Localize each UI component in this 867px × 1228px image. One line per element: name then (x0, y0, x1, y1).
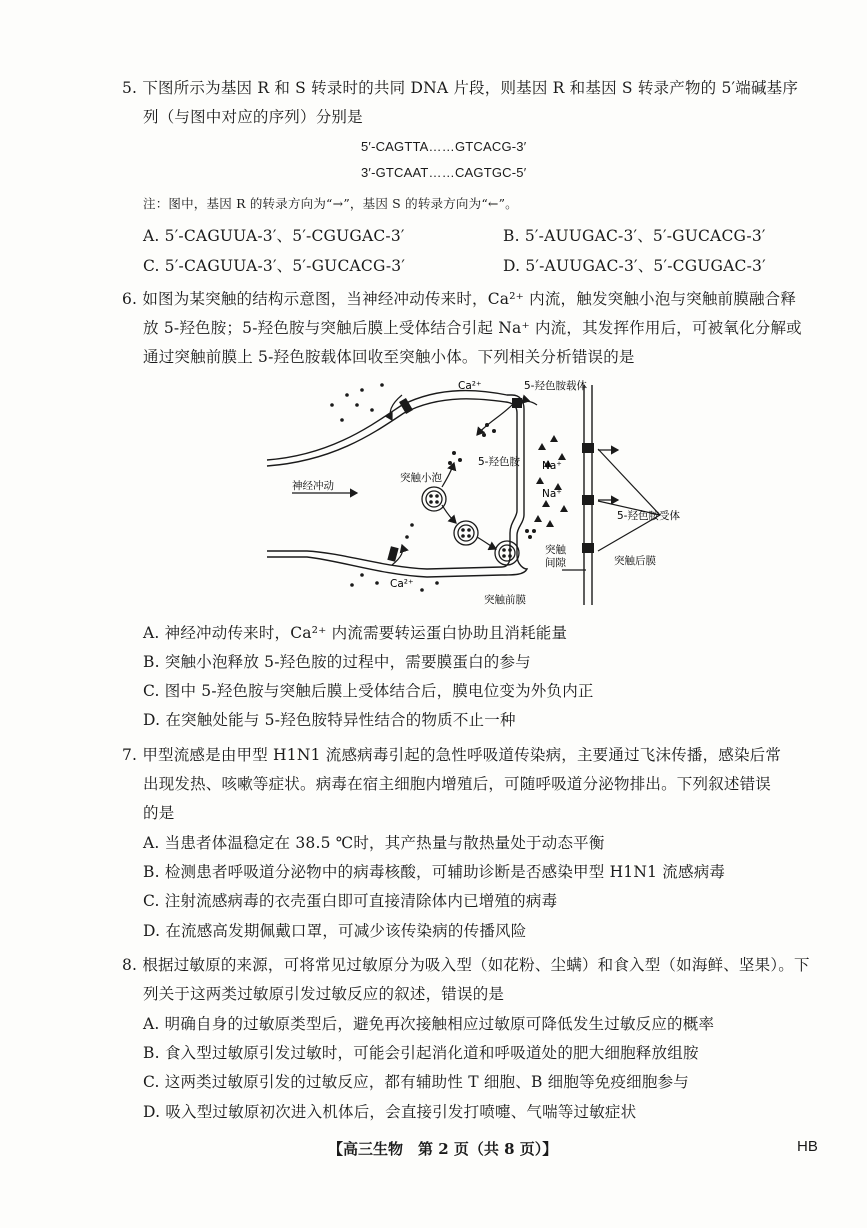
synapse-structure-svg (262, 365, 682, 615)
q5-note: 注：图中，基因 R 的转录方向为“→”，基因 S 的转录方向为“←”。 (143, 196, 518, 211)
serotonin-dots (429, 423, 536, 558)
q8-option-a: A. 明确自身的过敏原类型后，避免再次接触相应过敏原可降低发生过敏反应的概率 (143, 1015, 715, 1033)
label-synaptic-vesicle: 突触小泡 (400, 472, 442, 484)
label-ca-top: Ca²⁺ (458, 380, 482, 392)
q8-stem-line1: 8. 根据过敏原的来源，可将常见过敏原分为吸入型（如花粉、尘螨）和食入型（如海鲜、坚果）。下 (122, 956, 810, 974)
q6-option-a: A. 神经冲动传来时，Ca²⁺ 内流需要转运蛋白协助且消耗能量 (143, 624, 568, 642)
q7-option-a: A. 当患者体温稳定在 38.5 ℃时，其产热量与散热量处于动态平衡 (143, 834, 605, 852)
label-postsynaptic-membrane: 突触后膜 (614, 555, 656, 567)
q7-stem-line1: 7. 甲型流感是由甲型 H1N1 流感病毒引起的急性呼吸道传染病，主要通过飞沫传播，感染后常 (122, 746, 782, 764)
q6-option-b: B. 突触小泡释放 5-羟色胺的过程中，需要膜蛋白的参与 (143, 653, 531, 671)
q7-option-b: B. 检测患者呼吸道分泌物中的病毒核酸，可辅助诊断是否感染甲型 H1N1 流感病毒 (143, 863, 726, 881)
sodium-ion-triangles (534, 435, 568, 527)
label-serotonin-carrier: 5-羟色胺载体 (524, 380, 587, 392)
label-presynaptic-membrane: 突触前膜 (484, 594, 526, 606)
label-nerve-impulse: 神经冲动 (292, 480, 334, 492)
label-cleft-1: 突触 (545, 544, 566, 556)
label-na-1: Na⁺ (542, 460, 562, 472)
synapse-diagram (262, 365, 682, 615)
q5-option-a: A. 5′-CAGUUA-3′、5′-CGUGAC-3′ (143, 227, 405, 245)
process-arrows (292, 395, 660, 570)
q8-stem-line2: 列关于这两类过敏原引发过敏反应的叙述，错误的是 (143, 985, 505, 1003)
q5-option-d: D. 5′-AUUGAC-3′、5′-CGUGAC-3′ (503, 257, 766, 275)
q5-stem-line1: 5. 下图所示为基因 R 和 S 转录时的共同 DNA 片段，则基因 R 和基因 S 转录产物的 5′端碱基序 (122, 79, 799, 97)
q6-stem-line3: 通过突触前膜上 5-羟色胺载体回收至突触小体。下列相关分析错误的是 (143, 348, 635, 366)
q7-option-c: C. 注射流感病毒的衣壳蛋白即可直接清除体内已增殖的病毒 (143, 892, 558, 910)
q7-stem-line3: 的是 (143, 804, 175, 822)
footer-code: HB (797, 1138, 818, 1155)
page-footer: 【高三生物 第 2 页（共 8 页）】 (328, 1140, 558, 1158)
label-cleft-2: 间隙 (545, 557, 566, 569)
q5-sequence-bottom: 3′-GTCAAT……CAGTGC-5′ (361, 165, 527, 180)
q6-option-d: D. 在突触处能与 5-羟色胺特异性结合的物质不止一种 (143, 711, 516, 729)
q8-option-c: C. 这两类过敏原引发的过敏反应，都有辅助性 T 细胞、B 细胞等免疫细胞参与 (143, 1073, 689, 1091)
label-serotonin-receptor: 5-羟色胺受体 (617, 510, 680, 522)
q6-stem-line2: 放 5-羟色胺；5-羟色胺与突触后膜上受体结合引起 Na⁺ 内流，其发挥作用后，可被氧化分解或 (143, 319, 802, 337)
label-serotonin: 5-羟色胺 (478, 456, 520, 468)
q5-option-c: C. 5′-CAGUUA-3′、5′-GUCACG-3′ (143, 257, 406, 275)
q7-stem-line2: 出现发热、咳嗽等症状。病毒在宿主细胞内增殖后，可随呼吸道分泌物排出。下列叙述错误 (143, 775, 772, 793)
q6-option-c: C. 图中 5-羟色胺与突触后膜上受体结合后，膜电位变为外负内正 (143, 682, 594, 700)
calcium-ion-dots (330, 383, 439, 592)
q5-stem-line2: 列（与图中对应的序列）分别是 (143, 108, 363, 126)
q5-sequence-top: 5′-CAGTTA……GTCACG-3′ (361, 139, 527, 154)
q8-option-b: B. 食入型过敏原引发过敏时，可能会引起消化道和呼吸道处的肥大细胞释放组胺 (143, 1044, 699, 1062)
label-ca-bottom: Ca²⁺ (390, 578, 414, 590)
q7-option-d: D. 在流感高发期佩戴口罩，可减少该传染病的传播风险 (143, 922, 527, 940)
label-na-2: Na⁺ (542, 488, 562, 500)
q5-option-b: B. 5′-AUUGAC-3′、5′-GUCACG-3′ (503, 227, 766, 245)
q6-stem-line1: 6. 如图为某突触的结构示意图，当神经冲动传来时，Ca²⁺ 内流，触发突触小泡与突触前膜融合释 (122, 290, 797, 308)
q8-option-d: D. 吸入型过敏原初次进入机体后，会直接引发打喷嚏、气喘等过敏症状 (143, 1103, 637, 1121)
synaptic-vesicles (422, 487, 519, 565)
